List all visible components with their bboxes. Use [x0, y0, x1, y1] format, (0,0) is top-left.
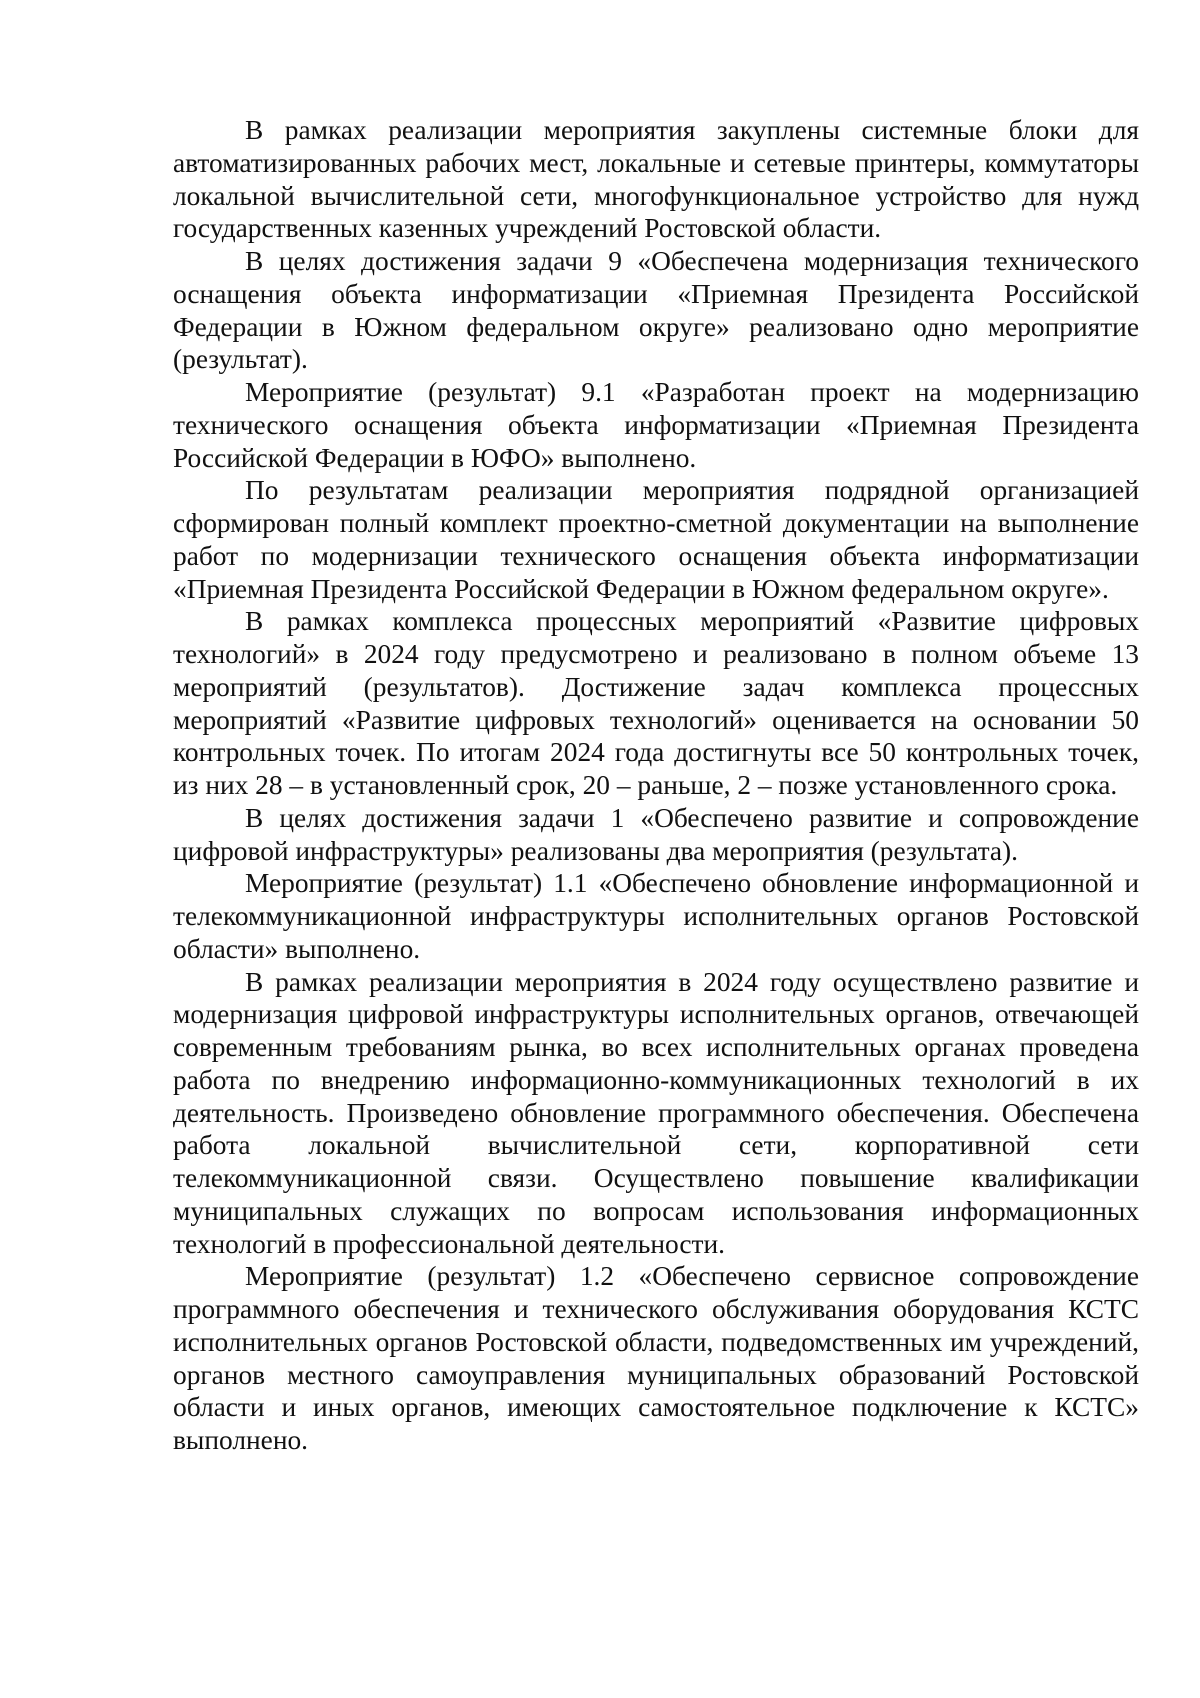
paragraph-task-9: В целях достижения задачи 9 «Обеспечена модернизация технического оснащения объекта информатизации «Приемная Президента Российской Федерации в Южном федеральном округе» реализовано одно мероприятие (результат).: [173, 246, 1139, 375]
paragraph-result-9-1: Мероприятие (результат) 9.1 «Разработан проект на модернизацию технического оснащения объекта информатизации «Приемная Президента Российской Федерации в ЮФО» выполнено.: [173, 377, 1139, 473]
paragraph-project-documentation: По результатам реализации мероприятия подрядной организацией сформирован полный комплект проектно-сметной документации на выполнение работ по модернизации технического оснащения объекта информатизации «Приемная Президента Российской Федерации в Южном федеральном округе».: [173, 475, 1139, 604]
paragraph-digital-technologies: В рамках комплекса процессных мероприятий «Развитие цифровых технологий» в 2024 году предусмотрено и реализовано в полном объеме 13 мероприятий (результатов). Достижение задач комплекса процессных мероприятий «Развитие цифровых технологий» оценивается на основании 50 контрольных точек. По итогам 2024 года достигнуты все 50 контрольных точек, из них 28 – в установленный срок, 20 – раньше, 2 – позже установленного срока.: [173, 606, 1139, 800]
paragraph-result-1-1: Мероприятие (результат) 1.1 «Обеспечено обновление информационной и телекоммуникационной инфраструктуры исполнительных органов Ростовской области» выполнено.: [173, 868, 1139, 964]
paragraph-result-1-2: Мероприятие (результат) 1.2 «Обеспечено сервисное сопровождение программного обеспечения и технического обслуживания оборудования КСТС исполнительных органов Ростовской области, подведомственных им учреждений, органов местного самоуправления муниципальных образований Ростовской области и иных органов, имеющих самостоятельное подключение к КСТС» выполнено.: [173, 1261, 1139, 1455]
paragraph-procurement: В рамках реализации мероприятия закуплены системные блоки для автоматизированных рабочих мест, локальные и сетевые принтеры, коммутаторы локальной вычислительной сети, многофункциональное устройство для нужд государственных казенных учреждений Ростовской области.: [173, 115, 1139, 244]
paragraph-task-1: В целях достижения задачи 1 «Обеспечено развитие и сопровождение цифровой инфраструктуры» реализованы два мероприятия (результата).: [173, 802, 1139, 866]
paragraph-infrastructure-modernization: В рамках реализации мероприятия в 2024 году осуществлено развитие и модернизация цифровой инфраструктуры исполнительных органов, отвечающей современным требованиям рынка, во всех исполнительных органах проведена работа по внедрению информационно-коммуникационных технологий в их деятельность. Произведено обновление программного обеспечения. Обеспечена работа локальной вычислительной сети, корпоративной сети телекоммуникационной связи. Осуществлено повышение квалификации муниципальных служащих по вопросам использования информационных технологий в профессиональной деятельности.: [173, 966, 1139, 1259]
document-body: [173, 114, 1139, 1457]
